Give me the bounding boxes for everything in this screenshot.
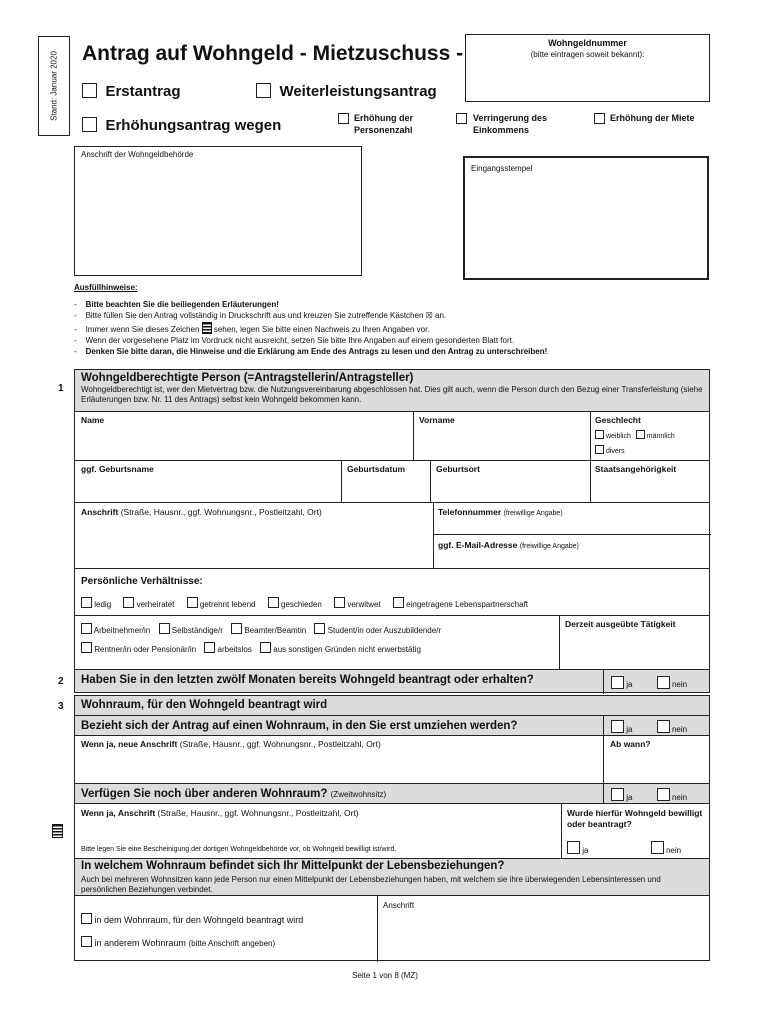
weiterleistung-option[interactable] xyxy=(256,83,437,101)
s3-opt2-hint: (bitte Anschrift angeben) xyxy=(188,939,276,948)
behoerde-label: Anschrift der Wohngeldbehörde xyxy=(81,150,194,159)
verhaeltnisse-options xyxy=(81,597,528,609)
section-1-header xyxy=(75,370,709,412)
s3-q2-answers xyxy=(611,788,687,802)
ab-wann-label: Ab wann? xyxy=(610,739,651,749)
page-title: Antrag auf Wohngeld - Mietzuschuss - xyxy=(82,42,464,65)
s3-q1-ja-label: ja xyxy=(626,725,633,734)
sonstige-checkbox[interactable] xyxy=(260,642,271,653)
s3-opt2[interactable] xyxy=(81,936,275,948)
arbeitslos-checkbox[interactable] xyxy=(204,642,215,653)
telefon-label: Telefonnummer (freiwillige Angabe) xyxy=(438,507,563,517)
s3-opt1[interactable] xyxy=(81,913,303,925)
stand-box xyxy=(38,36,70,136)
erh-miete-label: Erhöhung der Miete xyxy=(610,113,695,123)
bewilligt-label: Wurde hierfür Wohngeld bewilligt oder beantragt? xyxy=(567,808,703,829)
rentner-checkbox[interactable] xyxy=(81,642,92,653)
s3-bewilligt-nein-checkbox[interactable] xyxy=(651,841,664,854)
wohngeldnummer-sub: (bitte eintragen soweit bekannt): xyxy=(530,50,645,59)
erh-miete-checkbox[interactable] xyxy=(594,113,605,124)
s3-bewilligt-ja-checkbox[interactable] xyxy=(567,841,580,854)
behoerde-box[interactable] xyxy=(74,146,362,276)
s2-ja-checkbox[interactable] xyxy=(611,676,624,689)
verwitwet-label: verwitwet xyxy=(347,600,381,609)
s3-q2-nein-label: nein xyxy=(671,793,688,802)
section-2-question: Haben Sie in den letzten zwölf Monaten bereits Wohngeld beantragt oder erhalten? xyxy=(81,674,534,686)
student-label: Student/in oder Auszubildende/r xyxy=(327,626,442,635)
maennlich-checkbox[interactable] xyxy=(636,430,645,439)
divers-label: divers xyxy=(605,448,625,455)
section-2-box xyxy=(74,669,710,693)
vorname-label: Vorname xyxy=(419,415,455,425)
beamter-label: Beamter/Beamtin xyxy=(244,626,307,635)
section-3-title: Wohnraum, für den Wohngeld beantragt wird xyxy=(81,699,328,711)
page-number: Seite 1 von 8 (MZ) xyxy=(352,971,418,980)
s3-q1-answers xyxy=(611,720,687,734)
selbstaendig-label: Selbständige/r xyxy=(171,626,223,635)
hint-item: - Immer wenn Sie dieses Zeichen sehen, legen Sie bitte einen Nachweis zu Ihren Angaben vor. xyxy=(74,322,714,335)
section-1-title: Wohngeldberechtigte Person (=Antragstellerin/Antragsteller) xyxy=(81,372,414,384)
hints-title: Ausfüllhinweise: xyxy=(74,283,138,292)
taetigkeit-row-2 xyxy=(81,642,421,654)
arbeitnehmer-label: Arbeitnehmer/in xyxy=(93,626,151,635)
s3-q2-ja-label: ja xyxy=(626,793,633,802)
s3-opt1-checkbox[interactable] xyxy=(81,913,92,924)
hint-item: - Bitte beachten Sie die beiliegenden Erläuterungen! xyxy=(74,300,279,309)
sonstige-label: aus sonstigen Gründen nicht erwerbstätig xyxy=(273,645,421,654)
staatsangehoerigkeit-label: Staatsangehörigkeit xyxy=(595,464,677,474)
ledig-checkbox[interactable] xyxy=(81,597,92,608)
hint-item: - Denken Sie bitte daran, die Hinweise und die Erklärung am Ende des Antrags zu lesen und den Antrag zu unterschreiben! xyxy=(74,347,548,357)
verhaeltnisse-title: Persönliche Verhältnisse: xyxy=(81,576,203,587)
hint-item: - Bitte füllen Sie den Antrag vollständig in Druckschrift aus und kreuzen Sie zutreffende Kästchen ☒ an. xyxy=(74,311,447,321)
erh-personen-label: Erhöhung der Personenzahl xyxy=(354,113,413,135)
s3-q2-nein-checkbox[interactable] xyxy=(657,788,670,801)
section-1-box xyxy=(74,369,710,670)
wenn-ja-anschrift-label: Wenn ja, Anschrift (Straße, Hausnr., ggf. Wohnungsnr., Postleitzahl, Ort) xyxy=(81,808,359,818)
document-icon xyxy=(202,322,212,334)
maennlich-label: männlich xyxy=(646,433,675,440)
derzeit-taetigkeit-label: Derzeit ausgeübte Tätigkeit xyxy=(565,619,676,629)
weiblich-label: weiblich xyxy=(605,433,631,440)
getrennt-label: getrennt lebend xyxy=(199,600,256,609)
taetigkeit-row-1 xyxy=(81,623,441,635)
section-1-number: 1 xyxy=(58,383,64,394)
section-2-answers xyxy=(611,676,687,689)
verringerung-option[interactable] xyxy=(456,112,576,136)
arbeitnehmer-checkbox[interactable] xyxy=(81,623,92,634)
verringerung-checkbox[interactable] xyxy=(456,113,467,124)
lebenspartnerschaft-label: eingetragene Lebenspartnerschaft xyxy=(406,600,529,609)
s3-q1-nein-checkbox[interactable] xyxy=(657,720,670,733)
section-3-box xyxy=(74,695,710,961)
s2-ja-label: ja xyxy=(626,680,633,689)
s3-q3-desc: Auch bei mehreren Wohnsitzen kann jede Person nur einen Mittelpunkt der Lebensbeziehungen haben, mit welchem sie ihre überwiegenden Lebensinteressen und persönlichen Beziehungen verbindet. xyxy=(81,875,661,894)
geschieden-checkbox[interactable] xyxy=(268,597,279,608)
section-1-desc: Wohngeldberechtigt ist, wer den Mietvertrag bzw. die Nutzungsvereinbarung abgeschlossen hat. Dies gilt auch, wenn die Person durch den Bezug einer Transferleistung (siehe Erläuterungen bzw. Nr. 11 des Antrags) selbst kein Wohngeld bekommen kann. xyxy=(81,385,703,404)
weiterleistung-checkbox[interactable] xyxy=(256,83,271,98)
section-3-number: 3 xyxy=(58,701,64,712)
s2-nein-checkbox[interactable] xyxy=(657,676,670,689)
s3-bewilligt-answers xyxy=(567,841,681,855)
erh-miete-option[interactable] xyxy=(594,112,704,124)
hints-list xyxy=(74,299,714,357)
s3-opt1-label: in dem Wohnraum, für den Wohngeld beantragt wird xyxy=(94,915,304,925)
rentner-label: Rentner/in oder Pensionär/in xyxy=(94,645,197,654)
erhoehungsantrag-label: Erhöhungsantrag wegen xyxy=(105,117,282,134)
erstantrag-label: Erstantrag xyxy=(105,83,181,100)
divers-option[interactable] xyxy=(595,445,625,455)
hint-item: - Wenn der vorgesehene Platz im Vordruck nicht ausreicht, setzen Sie bitte Ihre Angaben auf einem gesonderten Blatt fort. xyxy=(74,335,515,345)
verheiratet-checkbox[interactable] xyxy=(123,597,134,608)
beamter-checkbox[interactable] xyxy=(231,623,242,634)
geburtsort-label: Geburtsort xyxy=(436,464,480,474)
wohngeldnummer-box[interactable] xyxy=(465,34,710,102)
verringerung-label: Verringerung des Einkommens xyxy=(473,113,548,135)
s3-q1-ja-checkbox[interactable] xyxy=(611,720,624,733)
divers-checkbox[interactable] xyxy=(595,445,604,454)
verheiratet-label: verheiratet xyxy=(136,600,175,609)
s2-nein-label: nein xyxy=(671,680,688,689)
s3-q1: Bezieht sich der Antrag auf einen Wohnraum, in den Sie erst umziehen werden? xyxy=(81,720,518,732)
erh-personen-option[interactable] xyxy=(338,112,448,136)
neue-anschrift-label: Wenn ja, neue Anschrift (Straße, Hausnr., ggf. Wohnungsnr., Postleitzahl, Ort) xyxy=(81,739,381,749)
weiblich-checkbox[interactable] xyxy=(595,430,604,439)
geschlecht-label: Geschlecht xyxy=(595,415,641,425)
geburtsname-label: ggf. Geburtsname xyxy=(81,464,154,474)
anschrift-label: Anschrift (Straße, Hausnr., ggf. Wohnungsnr., Postleitzahl, Ort) xyxy=(81,507,322,517)
geburtsdatum-label: Geburtsdatum xyxy=(347,464,406,474)
stand-text: Stand: Januar 2020 xyxy=(49,51,59,121)
stempel-label: Eingangsstempel xyxy=(471,164,533,173)
s3-q2: Verfügen Sie noch über anderen Wohnraum? (Zweitwohnsitz) xyxy=(81,788,387,800)
s3-opt2-checkbox[interactable] xyxy=(81,936,92,947)
s3-anschrift-label: Anschrift xyxy=(383,901,415,910)
verwitwet-checkbox[interactable] xyxy=(334,597,345,608)
arbeitslos-label: arbeitslos xyxy=(217,645,252,654)
erstantrag-checkbox[interactable] xyxy=(82,83,97,98)
s3-q1-nein-label: nein xyxy=(671,725,688,734)
erh-personen-checkbox[interactable] xyxy=(338,113,349,124)
bescheinigung-note: Bitte legen Sie eine Bescheinigung der dortigen Wohngeldbehörde vor, ob Wohngeld bewilligt ist/wird. xyxy=(81,846,397,853)
email-label: ggf. E-Mail-Adresse (freiwillige Angabe) xyxy=(438,540,579,550)
s3-bewilligt-ja-label: ja xyxy=(582,846,589,855)
document-icon xyxy=(52,824,63,838)
section-2-number: 2 xyxy=(58,676,64,687)
name-label: Name xyxy=(81,415,105,425)
erhoehungsantrag-option[interactable] xyxy=(82,117,281,135)
weiblich-option[interactable] xyxy=(595,430,675,440)
s3-opt2-label: in anderem Wohnraum xyxy=(94,938,186,948)
wohngeldnummer-title: Wohngeldnummer xyxy=(548,38,627,48)
s3-q3: In welchem Wohnraum befindet sich Ihr Mittelpunkt der Lebensbeziehungen? xyxy=(81,860,505,872)
erhoehungsantrag-checkbox[interactable] xyxy=(82,117,97,132)
selbstaendig-checkbox[interactable] xyxy=(159,623,170,634)
erstantrag-option[interactable] xyxy=(82,83,180,101)
geschieden-label: geschieden xyxy=(280,600,322,609)
stempel-box[interactable] xyxy=(463,156,709,280)
s3-q2-ja-checkbox[interactable] xyxy=(611,788,624,801)
ledig-label: ledig xyxy=(94,600,112,609)
getrennt-checkbox[interactable] xyxy=(187,597,198,608)
s3-bewilligt-nein-label: nein xyxy=(665,846,682,855)
weiterleistung-label: Weiterleistungsantrag xyxy=(279,83,437,100)
student-checkbox[interactable] xyxy=(314,623,325,634)
lebenspartnerschaft-checkbox[interactable] xyxy=(393,597,404,608)
